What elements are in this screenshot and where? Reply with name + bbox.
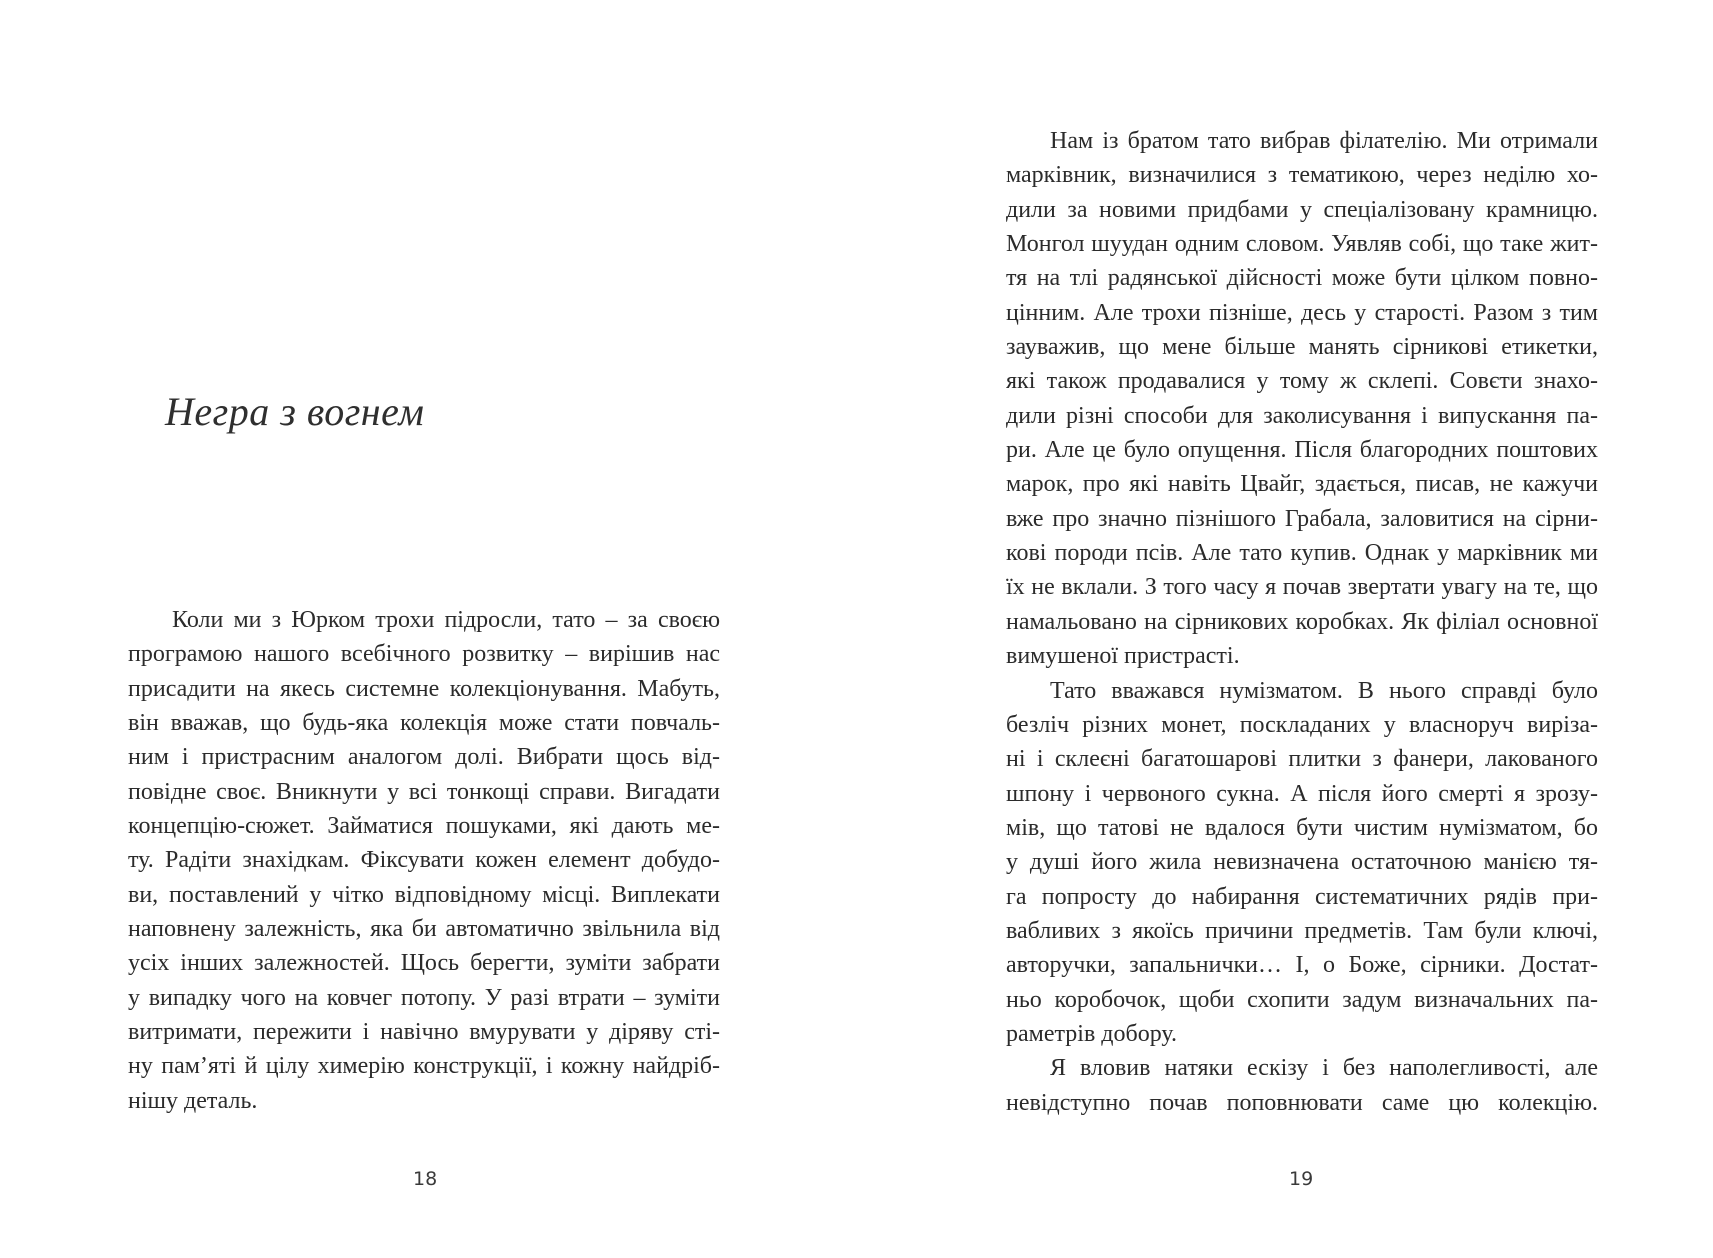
text-line: безліч різних монет, поскладаних у власноруч вирізa- — [1006, 711, 1598, 738]
text-line: Нам із братом тато вибрав філателію. Ми отримали — [1050, 128, 1598, 154]
text-line: дили різні способи для заколисування і випускання па- — [1006, 402, 1598, 429]
text-line: мів, що татові не вдалося бути чистим нумізматом, бо — [1006, 814, 1598, 841]
left-page-body — [128, 603, 720, 1118]
text-line: ну пам’яті й цілу химерію конструкції, і кожну найдріб- — [128, 1053, 720, 1080]
left-page — [0, 0, 856, 1258]
text-line: у душі його жила невизначена остаточною манією тя- — [1006, 849, 1598, 876]
page-number: 19 — [1289, 1168, 1314, 1190]
text-line: повідне своє. Вникнути у всі тонкощі справи. Вигадати — [128, 778, 720, 805]
text-line: ним і пристрасним аналогом долі. Вибрати щось від- — [128, 744, 720, 771]
text-line: які також продавалися у тому ж склепі. Совєти знахо- — [1006, 368, 1598, 395]
text-line: шпону і червоного сукна. А після його смерті я зрозу- — [1006, 780, 1598, 807]
text-line: Монгол шуудан одним словом. Уявляв собі, що таке жит- — [1006, 231, 1598, 258]
text-line: ні і склеєні багатошарові плитки з фанери, лакованого — [1006, 746, 1598, 773]
text-line: у випадку чого на ковчег потопу. У разі втрати – зуміти — [128, 984, 720, 1011]
text-line: ту. Радіти знахідкам. Фіксувати кожен елемент добудо- — [128, 847, 720, 874]
text-line: ви, поставлений у чітко відповідному місці. Виплекати — [128, 881, 720, 908]
text-line: Я вловив натяки ескізу і без наполегливості, але — [1050, 1055, 1598, 1082]
text-line: їх не вклали. З того часу я почав звертати увагу на те, що — [1006, 574, 1598, 601]
text-line: ньо коробочок, щоби схопити задум визначальних па- — [1006, 986, 1598, 1013]
text-line: усіх інших залежностей. Щось берегти, зуміти забрати — [128, 950, 720, 977]
text-line: вабливих з якоїсь причини предметів. Там були ключі, — [1006, 917, 1598, 944]
text-line: Тато вважався нумізматом. В нього справді було — [1050, 677, 1598, 704]
chapter-title: Негра з вогнем — [165, 389, 425, 434]
text-line: витримати, пережити і навічно вмурувати у діряву сті- — [128, 1019, 720, 1046]
text-line: намальовано на сірникових коробках. Як філіал основної — [1006, 608, 1598, 635]
text-line: зауважив, що мене більше манять сірникові етикетки, — [1006, 334, 1598, 361]
page-number: 18 — [413, 1168, 438, 1190]
text-line: марківник, визначилися з тематикою, через неділю хо- — [1006, 162, 1598, 189]
text-line: вимушеної пристрасті. — [1006, 643, 1240, 670]
text-line: він вважав, що будь-яка колекція може стати повчаль- — [128, 710, 720, 737]
text-line: га попросту до набирання систематичних рядів при- — [1006, 883, 1598, 910]
text-line: вже про значно пізнішого Грабала, заловитися на сірни- — [1006, 505, 1598, 532]
text-line: нішу деталь. — [128, 1087, 258, 1114]
text-line: концепцію-сюжет. Займатися пошуками, які дають ме- — [128, 813, 720, 840]
text-line: цінним. Але трохи пізніше, десь у старості. Разом з тим — [1006, 299, 1598, 326]
text-line: ри. Але це було опущення. Після благородних поштових — [1006, 437, 1598, 464]
text-line: програмою нашого всебічного розвитку – вирішив нас — [128, 641, 720, 668]
text-line: дили за новими придбами у спеціалізовану крамницю. — [1006, 196, 1598, 223]
text-line: кові породи псів. Але тато купив. Однак у марківник ми — [1006, 540, 1598, 567]
text-line: Коли ми з Юрком трохи підросли, тато – за своєю — [172, 607, 720, 633]
text-line: невідступно почав поповнювати саме цю колекцію. — [1006, 1089, 1598, 1116]
right-page — [856, 0, 1713, 1258]
text-line: наповнену залежність, яка би автоматично звільнила від — [128, 916, 720, 943]
right-page-body — [1006, 124, 1598, 1120]
text-line: марок, про які навіть Цвайг, здається, писав, не кажучи — [1006, 471, 1598, 498]
text-line: раметрів добору. — [1006, 1020, 1177, 1047]
text-line: тя на тлі радянської дійсності може бути цілком повно- — [1006, 265, 1598, 292]
text-line: присадити на якесь системне колекціонування. Мабуть, — [128, 675, 720, 702]
text-line: авторучки, запальнички… І, о Боже, сірники. Достат- — [1006, 952, 1598, 979]
